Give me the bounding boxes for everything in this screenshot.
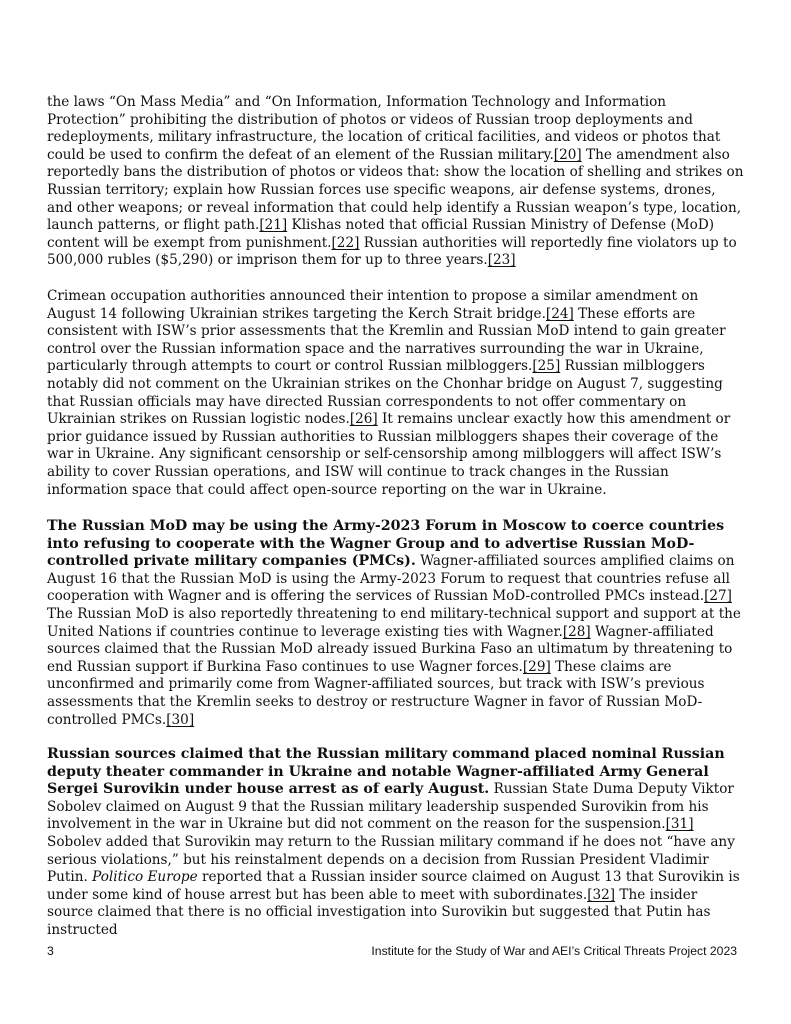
bold-lead-sentence: Russian sources claimed that the Russian military command placed nominal Russian deputy theater commander in Ukraine and notable Wagner-affiliated Army General Sergei Surovikin under house arrest as of early August. — [47, 746, 725, 798]
footnote-link[interactable]: [28] — [562, 623, 591, 640]
footer-organization: Institute for the Study of War and AEI’s Critical Threats Project 2023 — [371, 944, 737, 958]
footnote-link[interactable]: [20] — [553, 146, 582, 163]
paragraph-text: the laws “On Mass Media” and “On Information, Information Technology and Information Protection” prohibiting the distribution of photos or videos of Russian troop deployments and redeployments, military infrastructure, the location of critical facilities, and videos or photos that could be used to confirm the defeat of an element of the Russian military.[20] The amendment also reportedly bans the distribution of photos or videos that: show the location of shelling and strikes on Russian territory; explain how Russian forces use specific weapons, air defense systems, drones, and other weapons; or reveal information that could help identify a Russian weapon’s type, location, launch patterns, or flight path.[21] Klishas noted that official Russian Ministry of Defense (MoD) content will be exempt from punishment.[22] Russian authorities will reportedly fine violators up to 500,000 rubles ($5,290) or imprison them for up to three years.[23] — [47, 94, 744, 269]
footnote-link[interactable]: [29] — [522, 658, 551, 675]
footnote-link[interactable]: [27] — [704, 588, 732, 605]
footnote-link[interactable]: [23] — [487, 252, 516, 269]
footnote-link[interactable]: [21] — [259, 217, 288, 234]
footnote-link[interactable]: [25] — [532, 358, 561, 375]
paragraph-text: The Russian MoD may be using the Army-2023 Forum in Moscow to coerce countries into refusing to cooperate with the Wagner Group and to advertise Russian MoD-controlled private military companies (PMCs). Wagner-affiliated sources amplified claims on August 16 that the Russian MoD is using the Army-2023 Forum to request that countries refuse all cooperation with Wagner and is offering the services of Russian MoD-controlled PMCs instead.[27] The Russian MoD is also reportedly threatening to end military-technical support and support at the United Nations if countries continue to leverage existing ties with Wagner.[28] Wagner-affiliated sources claimed that the Russian MoD already issued Burkina Faso an ultimatum by threatening to end Russian support if Burkina Faso continues to use Wagner forces.[29] These claims are unconfirmed and primarily come from Wagner-affiliated sources, but track with ISW’s previous assessments that the Kremlin seeks to destroy or restructure Wagner in favor of Russian MoD-controlled PMCs.[30] — [47, 518, 741, 728]
paragraph-text: Russian sources claimed that the Russian military command placed nominal Russian deputy theater commander in Ukraine and notable Wagner-affiliated Army General Sergei Surovikin under house arrest as of early August. Russian State Duma Deputy Viktor Sobolev claimed on August 9 that the Russian military leadership suspended Surovikin from his involvement in the war in Ukraine but did not comment on the reason for the suspension.[31] Sobolev added that Surovikin may return to the Russian military command if he does not “have any serious violations,” but his reinstalment depends on a decision from Russian President Vladimir Putin. Politico Europe reported that a Russian insider source claimed on August 13 that Surovikin is under some kind of house arrest but has been able to meet with subordinates.[32] The insider source claimed that there is no official investigation into Surovikin but suggested that Putin has instructed — [47, 746, 740, 938]
paragraph-army-2023-forum — [47, 518, 745, 729]
paragraph-crimean-amendment — [47, 288, 745, 499]
paragraph-text: Crimean occupation authorities announced their intention to propose a similar amendment on August 14 following Ukrainian strikes targeting the Kerch Strait bridge.[24] These efforts are consistent with ISW’s prior assessments that the Kremlin and Russian MoD intend to gain greater control over the Russian information space and the narratives surrounding the war in Ukraine, particularly through attempts to court or control Russian milbloggers.[25] Russian milbloggers notably did not comment on the Ukrainian strikes on the Chonhar bridge on August 7, suggesting that Russian officials may have directed Russian correspondents to not offer commentary on Ukrainian strikes on Russian logistic nodes.[26] It remains unclear exactly how this amendment or prior guidance issued by Russian authorities to Russian milbloggers shapes their coverage of the war in Ukraine. Any significant censorship or self-censorship among milbloggers will affect ISW’s ability to cover Russian operations, and ISW will continue to track changes in the Russian information space that could affect open-source reporting on the war in Ukraine. — [47, 288, 731, 498]
footnote-link[interactable]: [24] — [545, 305, 574, 322]
italic-publication-name: Politico Europe — [92, 869, 198, 886]
footnote-link[interactable]: [32] — [587, 886, 616, 903]
footnote-link[interactable]: [31] — [665, 816, 694, 833]
paragraph-censorship-amendment — [47, 94, 745, 270]
footnote-link[interactable]: [26] — [349, 411, 378, 428]
paragraph-surovikin — [47, 746, 745, 940]
bold-lead-sentence: The Russian MoD may be using the Army-2023 Forum in Moscow to coerce countries into refusing to cooperate with the Wagner Group and to advertise Russian MoD-controlled private military companies (PMCs). — [47, 518, 725, 570]
footnote-link[interactable]: [22] — [331, 234, 360, 251]
footnote-link[interactable]: [30] — [166, 711, 195, 728]
page-number: 3 — [47, 944, 54, 958]
